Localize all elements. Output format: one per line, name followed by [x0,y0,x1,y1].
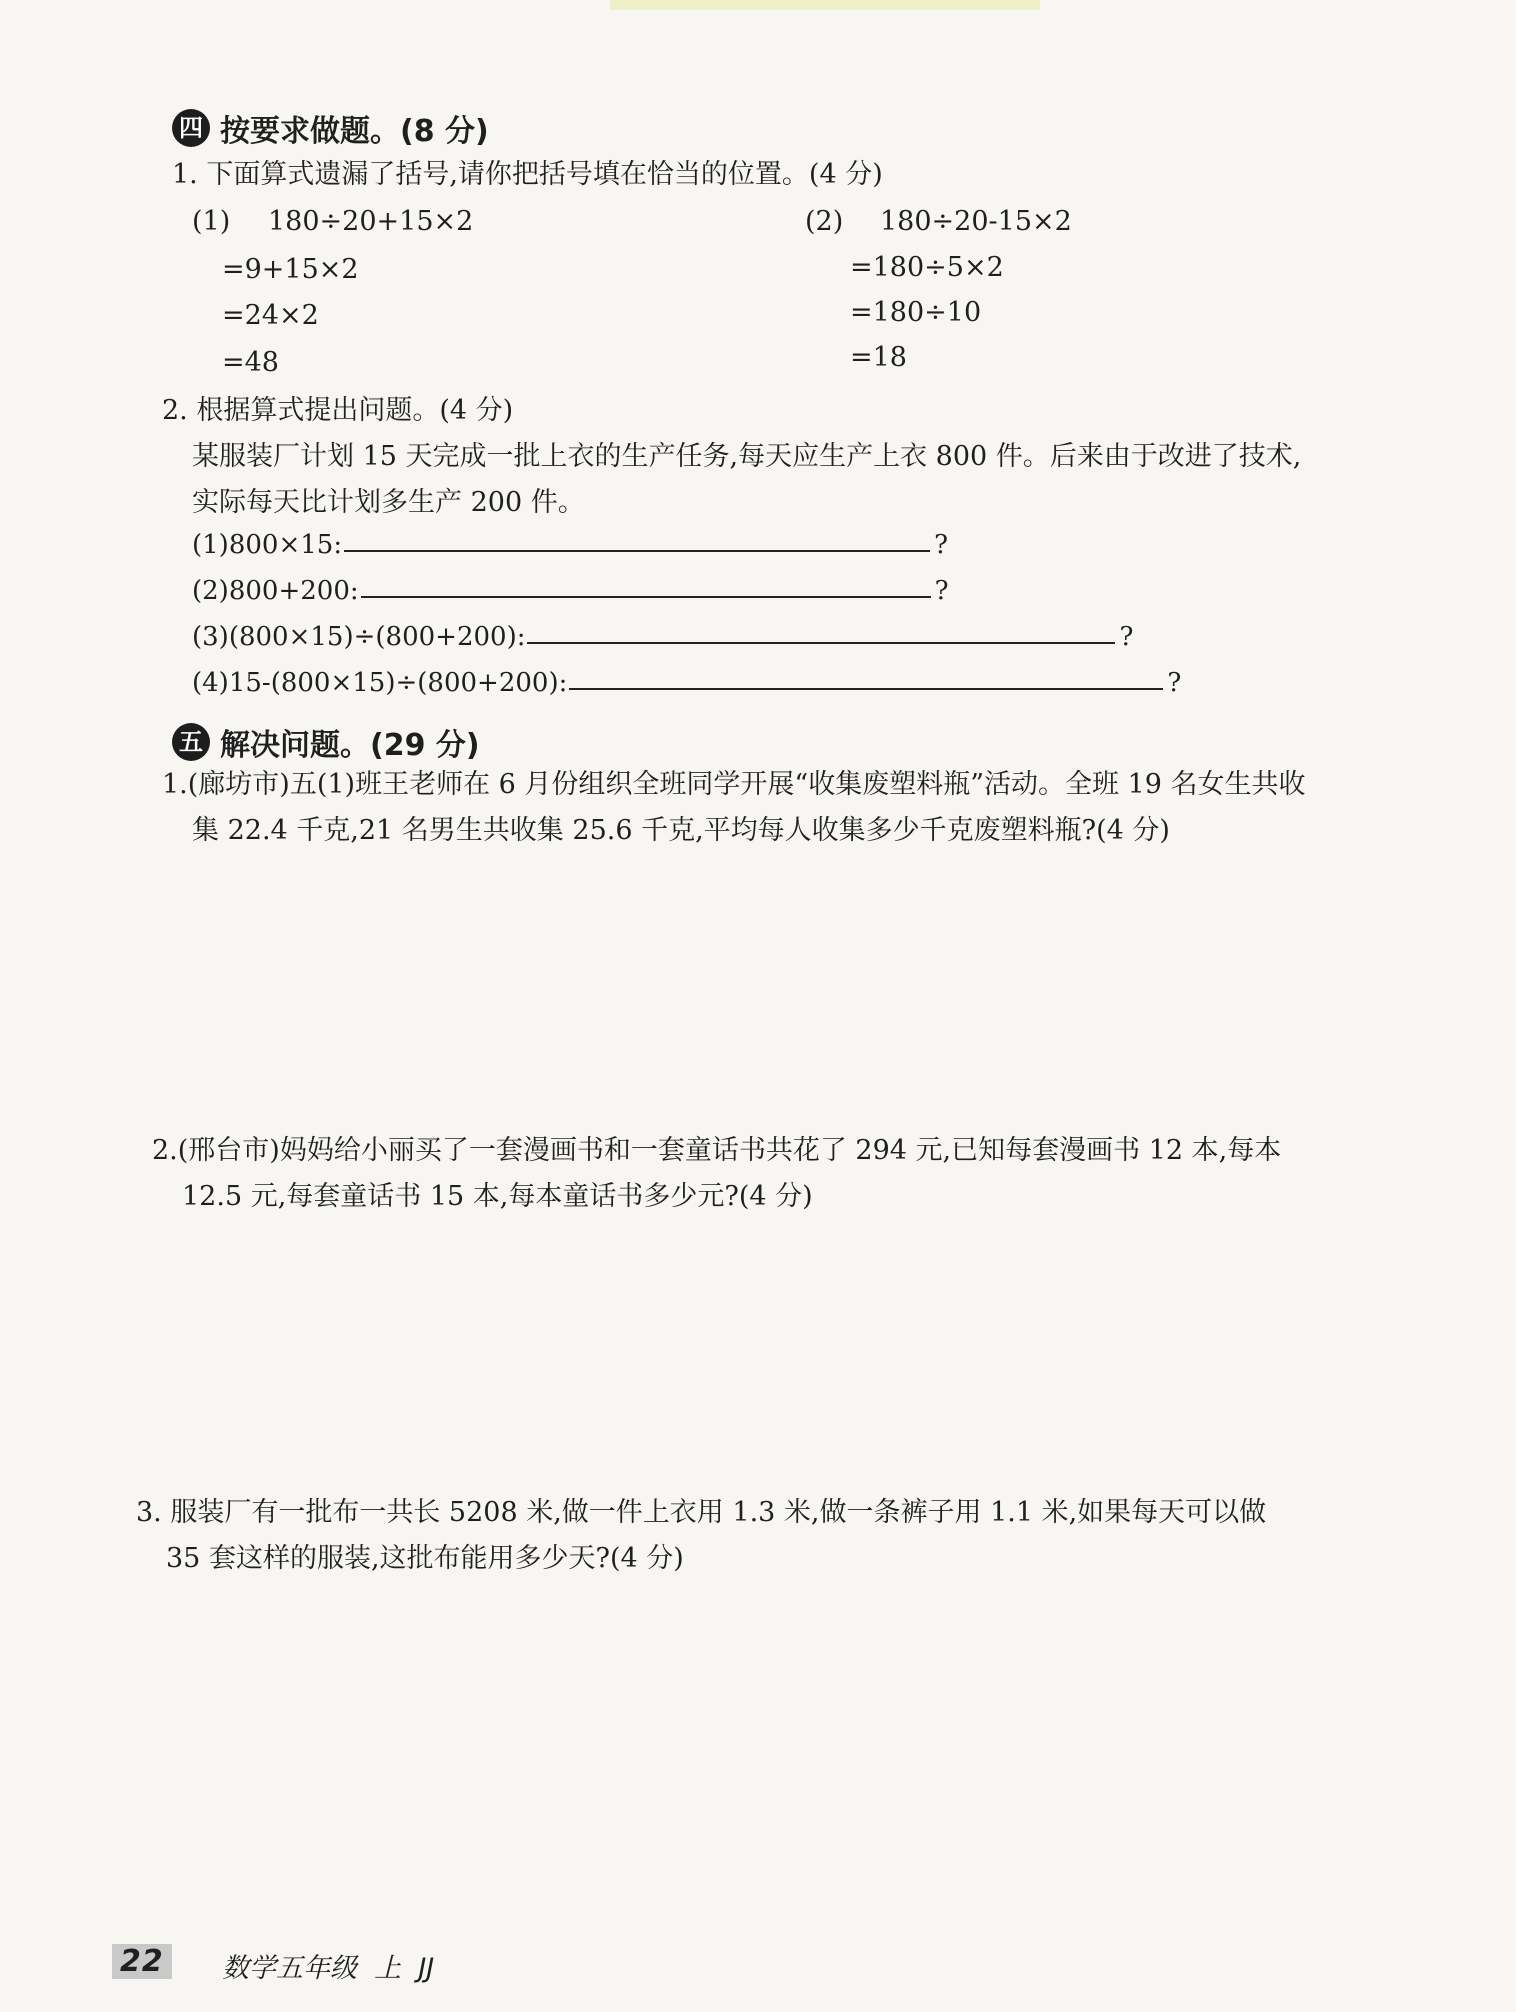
problem-3-line-1: 3. 服装厂有一批布一共长 5208 米,做一件上衣用 1.3 米,做一条裤子用 1.1 米,如果每天可以做 [136,1497,1267,1528]
q2-item-1-answer-blank[interactable] [344,548,930,552]
q1-right-step-1: =180÷5×2 [850,252,1004,283]
q1-right-label: (2) [805,206,844,237]
q2-item-4-expr: (4)15-(800×15)÷(800+200): [192,668,568,698]
problem-3-line-2: 35 套这样的服装,这批布能用多少天?(4 分) [166,1543,684,1574]
q1-left-step-3: =48 [222,347,279,378]
q2-item-2-answer-blank[interactable] [361,594,931,598]
q2-item-4 [192,668,1181,698]
q2-item-2 [192,576,949,606]
problem-1-answer-area[interactable] [192,860,1392,1110]
q2-item-2-expr: (2)800+200: [192,576,359,606]
q2-item-1 [192,530,948,560]
q2-item-1-expr: (1)800×15: [192,530,343,560]
section-4-title: 按要求做题。(8 分) [220,114,489,149]
top-edge-mark [610,0,1040,10]
section-4-header [172,106,489,150]
section-5-title: 解决问题。(29 分) [220,728,480,763]
problem-1-line-2: 集 22.4 千克,21 名男生共收集 25.6 千克,平均每人收集多少千克废塑料瓶?(4 分) [192,815,1170,846]
q2-item-4-answer-blank[interactable] [569,686,1163,690]
q1-right-step-3: =18 [850,342,907,373]
problem-2-answer-area[interactable] [182,1226,1382,1476]
problem-2-line-2: 12.5 元,每套童话书 15 本,每本童话书多少元?(4 分) [182,1181,813,1212]
q1-left-step-1: =9+15×2 [222,254,359,285]
section-5-badge: 五 [172,723,210,761]
problem-3-answer-area[interactable] [166,1590,1366,1920]
q2-item-3-answer-blank[interactable] [527,640,1115,644]
problem-2-line-1: 2.(邢台市)妈妈给小丽买了一套漫画书和一套童话书共花了 294 元,已知每套漫画书 12 本,每本 [152,1135,1282,1166]
q2-item-3 [192,622,1133,652]
q1-left-label: (1) [192,206,231,237]
q2-item-3-expr: (3)(800×15)÷(800+200): [192,622,526,652]
section-5-header [172,720,480,764]
q1-stem: 1. 下面算式遗漏了括号,请你把括号填在恰当的位置。(4 分) [172,159,883,190]
q2-stem: 2. 根据算式提出问题。(4 分) [162,395,514,426]
q2-text-line-1: 某服装厂计划 15 天完成一批上衣的生产任务,每天应生产上衣 800 件。后来由于改进了技术, [192,441,1302,472]
q1-right-step-2: =180÷10 [850,297,982,328]
q1-right-expr: 180÷20-15×2 [880,206,1072,237]
q2-item-1-end: ? [934,530,949,560]
q2-text-line-2: 实际每天比计划多生产 200 件。 [192,487,585,518]
problem-1-line-1: 1.(廊坊市)五(1)班王老师在 6 月份组织全班同学开展“收集废塑料瓶”活动。全班 19 名女生共收 [162,769,1306,800]
q2-item-4-end: ? [1167,668,1182,698]
q2-item-2-end: ? [934,576,949,606]
book-title: 数学五年级 上 JJ [222,1953,435,1984]
page-number: 22 [112,1944,172,1979]
q1-left-step-2: =24×2 [222,300,319,331]
q2-item-3-end: ? [1119,622,1134,652]
q1-left-expr: 180÷20+15×2 [268,206,474,237]
section-4-badge: 四 [172,109,210,147]
